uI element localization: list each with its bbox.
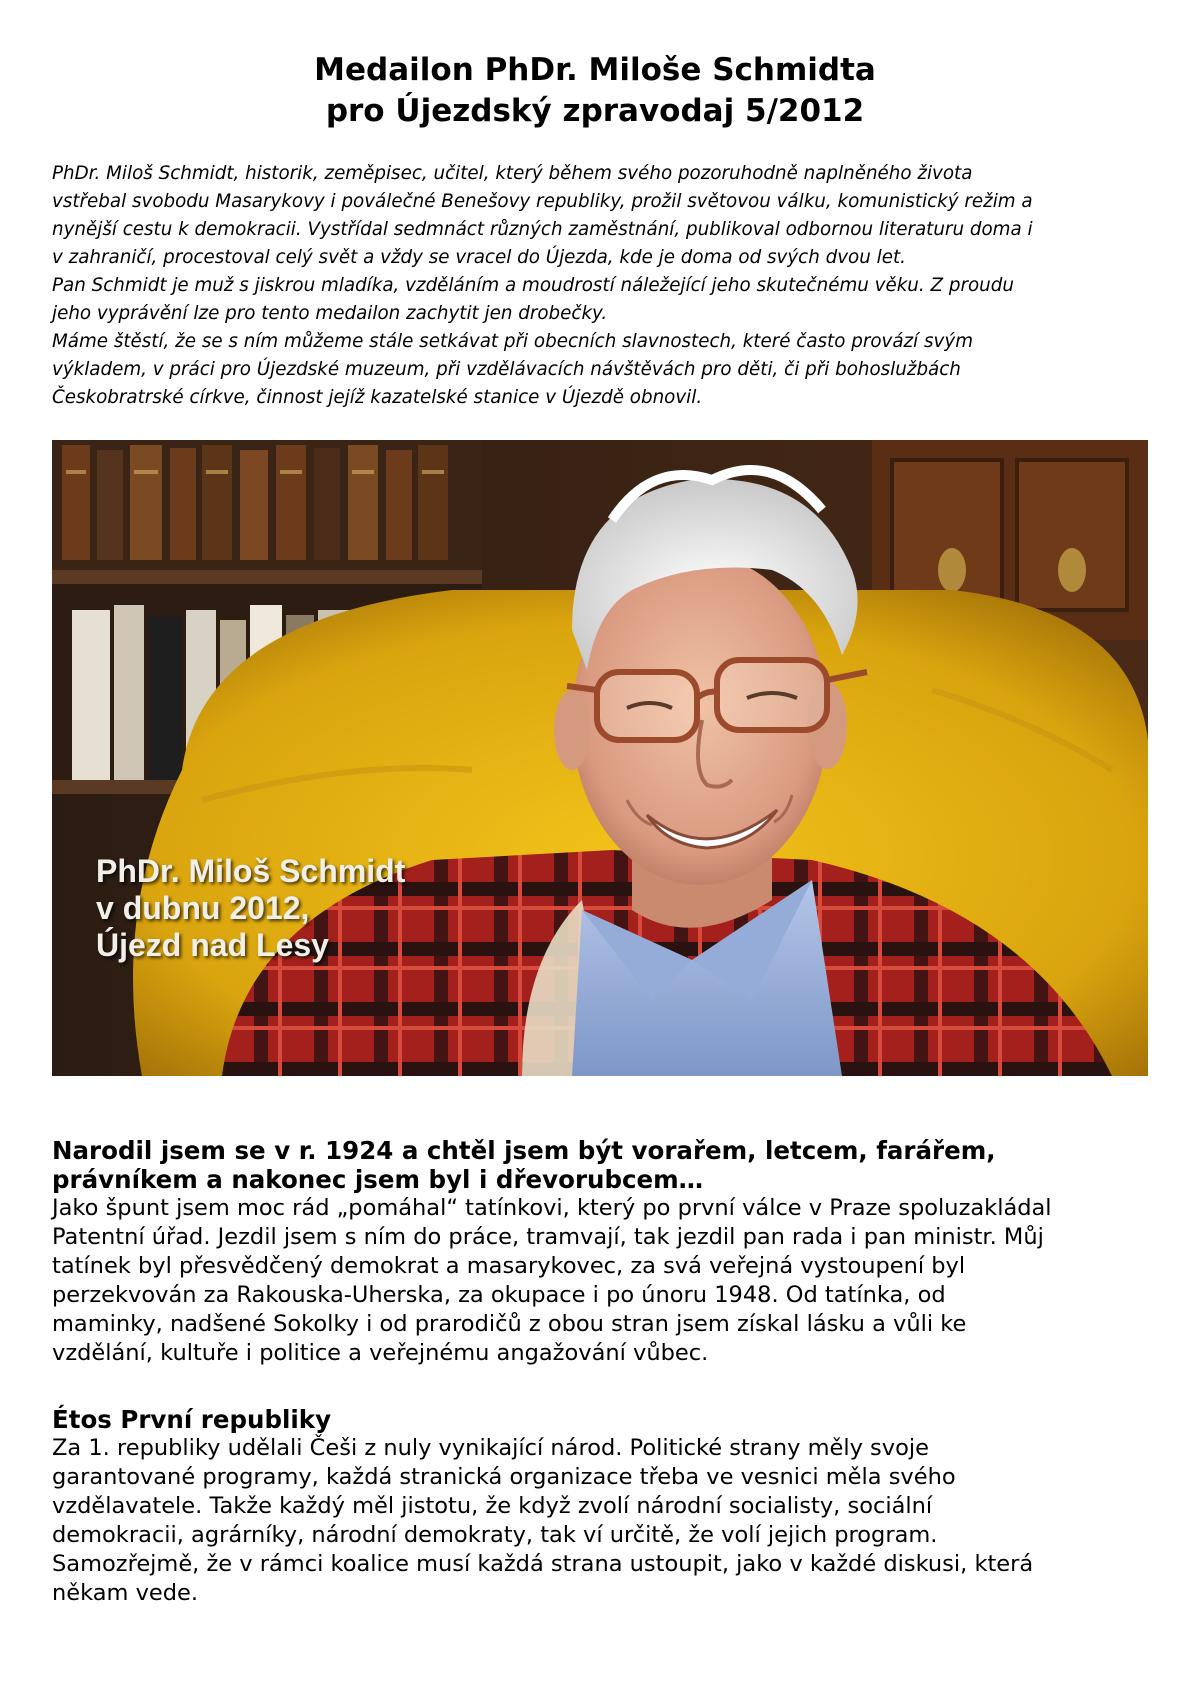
intro-paragraph — [52, 160, 1142, 412]
body-line: někam vede. — [52, 1580, 199, 1606]
intro-line: Českobratrské církve, činnost jejíž kazatelské stanice v Újezdě obnovil. — [52, 387, 703, 408]
intro-line: nynější cestu k demokracii. Vystřídal sedmnáct různých zaměstnání, publikoval odbornou literaturu doma i — [52, 219, 1033, 240]
body-line: Jako špunt jsem moc rád „pomáhal“ tatínkovi, který po první válce v Praze spoluzakládal — [52, 1195, 1052, 1221]
portrait-photo — [52, 440, 1148, 1076]
body-line: garantované programy, každá stranická organizace třeba ve vesnici měla svého — [52, 1464, 956, 1490]
body-line: vzdělavatele. Takže každý měl jistotu, že když zvolí národní socialisty, sociální — [52, 1493, 933, 1519]
intro-line: PhDr. Miloš Schmidt, historik, zeměpisec, učitel, který během svého pozoruhodně naplněného života — [52, 163, 973, 184]
body-line: demokracii, agrárníky, národní demokraty, tak ví určitě, že volí jejich program. — [52, 1522, 938, 1548]
intro-line: jeho vyprávění lze pro tento medailon zachytit jen drobečky. — [52, 303, 608, 324]
body-line: vzdělání, kultuře i politice a veřejnému angažování vůbec. — [52, 1340, 709, 1366]
section-first-republic — [52, 1405, 1033, 1608]
section-body — [52, 1194, 1052, 1368]
intro-line: Máme štěstí, že se s ním můžeme stále setkávat při obecních slavnostech, které často provází svým — [52, 331, 974, 352]
body-line: Za 1. republiky udělali Češi z nuly vynikající národ. Politické strany měly svoje — [52, 1435, 929, 1461]
portrait-illustration — [52, 440, 1148, 1076]
body-line: Samozřejmě, že v rámci koalice musí každá strana ustoupit, jako v každé diskusi, která — [52, 1551, 1034, 1577]
section-heading — [52, 1405, 1033, 1434]
caption-line: Újezd nad Lesy — [96, 927, 329, 963]
section-childhood — [52, 1136, 1052, 1368]
body-line: Patentní úřad. Jezdil jsem s ním do práce, tramvají, tak jezdil pan rada i pan ministr. Můj — [52, 1224, 1044, 1250]
section-body — [52, 1434, 1033, 1608]
caption-line: v dubnu 2012, — [96, 890, 310, 926]
body-line: perzekvován za Rakouska-Uherska, za okupace i po únoru 1948. Od tatínka, od — [52, 1282, 946, 1308]
body-line: tatínek byl přesvědčený demokrat a masarykovec, za svá veřejná vystoupení byl — [52, 1253, 966, 1279]
body-line: maminky, nadšené Sokolky i od prarodičů z obou stran jsem získal lásku a vůli ke — [52, 1311, 967, 1337]
title-line-1: Medailon PhDr. Miloše Schmidta — [314, 52, 876, 88]
heading-line: právníkem a nakonec jsem byl i dřevorubcem… — [52, 1165, 704, 1194]
heading-line: Narodil jsem se v r. 1924 a chtěl jsem být vorařem, letcem, farářem, — [52, 1136, 996, 1165]
intro-line: v zahraničí, procestoval celý svět a vždy se vracel do Újezda, kde je doma od svých dvou let. — [52, 247, 906, 268]
heading-line: Étos První republiky — [52, 1405, 332, 1434]
photo-caption — [96, 853, 405, 964]
page-title — [0, 50, 1190, 132]
intro-line: výkladem, v práci pro Újezdské muzeum, při vzdělávacích návštěvách pro děti, či při bohoslužbách — [52, 359, 961, 380]
title-line-2: pro Újezdský zpravodaj 5/2012 — [325, 93, 865, 129]
caption-line: PhDr. Miloš Schmidt — [96, 853, 406, 889]
intro-line: Pan Schmidt je muž s jiskrou mladíka, vzděláním a moudrostí náležející jeho skutečnému věku. Z proudu — [52, 275, 1014, 296]
section-heading — [52, 1136, 1052, 1194]
intro-line: vstřebal svobodu Masarykovy i poválečné Benešovy republiky, prožil světovou válku, komunistický režim a — [52, 191, 1033, 212]
